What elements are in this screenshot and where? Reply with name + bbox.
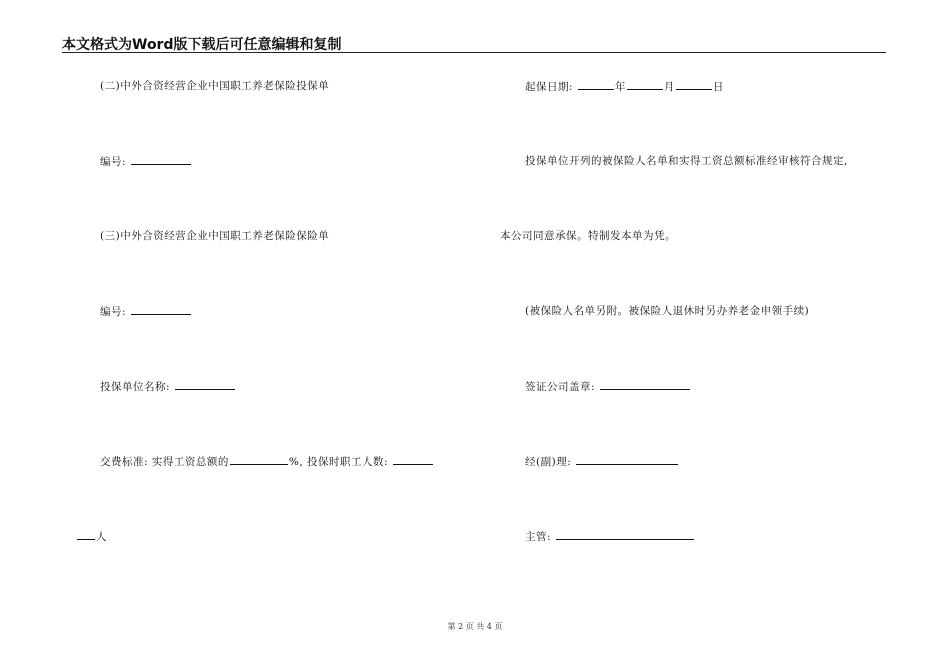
start-date-row <box>525 79 724 94</box>
seal-row <box>525 379 691 394</box>
start-date-label: 起保日期: <box>525 81 574 93</box>
seal-blank <box>600 379 690 390</box>
fee-percent-suffix: %, 投保时职工人数: <box>288 456 389 468</box>
manager-label: 经(副)理: <box>525 456 572 468</box>
fee-standard-row <box>100 454 434 469</box>
item3-title: (三)中外合资经营企业中国职工养老保险保险单 <box>100 230 330 242</box>
accept-text: 本公司同意承保。特制发本单为凭。 <box>500 230 676 242</box>
supervisor-label: 主管: <box>525 531 552 543</box>
seal-label: 签证公司盖章: <box>525 381 596 393</box>
day-label: 日 <box>712 81 724 93</box>
item3-number-row <box>100 304 192 319</box>
supervisor-row <box>525 529 695 544</box>
document-header-title: 本文格式为Word版下载后可任意编辑和复制 <box>62 37 342 53</box>
manager-blank <box>576 454 678 465</box>
insured-unit-label: 投保单位名称: <box>100 381 171 393</box>
item3-number-label: 编号: <box>100 306 127 318</box>
page-footer: 第 2 页 共 4 页 <box>447 622 503 631</box>
insured-unit-blank <box>175 379 235 390</box>
item2-number-row <box>100 154 192 169</box>
supervisor-blank <box>556 529 694 540</box>
item2-title: (二)中外合资经营企业中国职工养老保险投保单 <box>100 80 330 92</box>
approval-text: 投保单位开列的被保险人名单和实得工资总额标准经审核符合规定, <box>525 155 848 167</box>
start-month-blank <box>627 79 663 90</box>
item2-number-blank <box>131 154 191 165</box>
manager-row <box>525 454 679 469</box>
people-row <box>76 529 107 544</box>
header-divider <box>62 52 886 53</box>
fee-percent-blank <box>230 454 288 465</box>
item2-number-label: 编号: <box>100 156 127 168</box>
fee-label: 交费标准: 实得工资总额的 <box>100 456 229 468</box>
people-suffix: 人 <box>96 531 107 543</box>
year-label: 年 <box>614 81 626 93</box>
staff-count-blank <box>393 454 433 465</box>
people-count-blank <box>77 529 95 540</box>
item3-number-blank <box>131 304 191 315</box>
note-text: (被保险人名单另附。被保险人退休时另办养老金申领手续) <box>525 305 810 317</box>
start-day-blank <box>676 79 712 90</box>
start-year-blank <box>578 79 614 90</box>
month-label: 月 <box>663 81 675 93</box>
insured-unit-row <box>100 379 236 394</box>
